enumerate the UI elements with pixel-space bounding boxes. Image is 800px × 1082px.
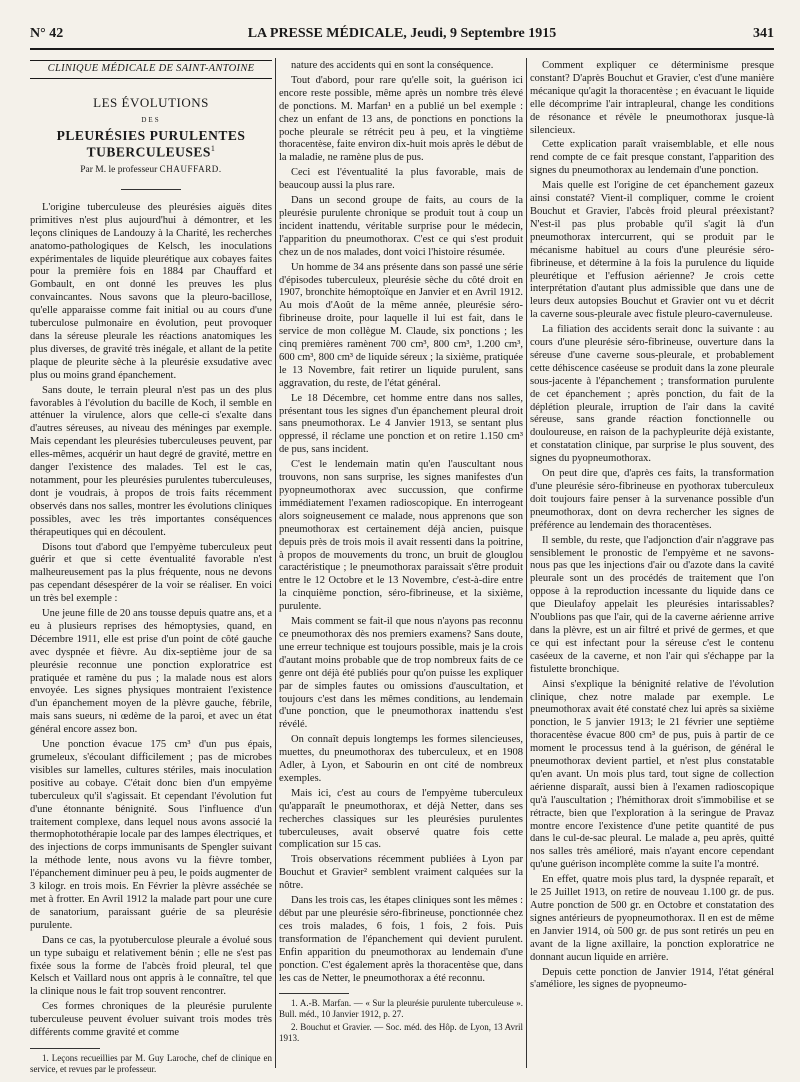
publication-title: LA PRESSE MÉDICALE, Jeudi, 9 Septembre 1915: [247, 26, 557, 41]
title-footnote-marker: 1: [210, 143, 216, 153]
paragraph: Une ponction évacue 175 cm³ d'un pus épais, grumeleux, s'écoulant difficilement ; pas de microbes visibles sur lamelles, cultures stériles, mais inoculation positive au cobaye. C'était donc bien d'un empyème tuberculeux qu'il s'agissait. Et cependant l'évolution fut d'une étonnante bénignité. Sous l'influence d'un traitement complexe, dans lequel nous avons associé la thermophotothérapie locale par des lampes électriques, et des injections de corps immunisants de Spengler suivant la méthode lente, nous avons vu la fièvre tomber, l'épanchement diminuer peu à peu, le poids augmenter de 3 kilogr. en trois mois. En Février la plèvre asséchée se met à frotter. En Avril 1912 la malade part pour une cure de sanatorium, paraissant guérie de sa pleurésie purulente.: [30, 739, 272, 931]
page-number: 341: [753, 26, 774, 41]
paragraph: Dans un second groupe de faits, au cours de la pleurésie purulente chronique se produit tout à coup un incident inattendu, véritable surprise pour le médecin, l'apparition du pneumothorax. C'est ce qui s'est produit chez un de nos malades, dont voici l'histoire résumée.: [279, 195, 523, 258]
paragraph: Ceci est l'éventualité la plus favorable, mais de beaucoup aussi la plus rare.: [279, 167, 523, 192]
footnote: 2. Bouchut et Gravier. — Soc. méd. des Hôp. de Lyon, 13 Avril 1913.: [279, 1022, 523, 1044]
paragraph: Dans ce cas, la pyotuberculose pleurale a évolué sous un type subaigu et relativement bénin ; elle ne s'est pas fixée sous la forme de l'abcès froid pleural, tel que Kelsch et Vaillard nous ont appris à le connaître, tel que la clinique nous le fait trop souvent rencontrer.: [30, 934, 272, 998]
article-title-main: [30, 127, 272, 160]
paragraph: On connaît depuis longtemps les formes silencieuses, muettes, du pneumothorax des tuberculeux, et en 1908 Adler, à Lyon, et Sabourin en ont cité de nombreux exemples.: [279, 734, 523, 784]
paragraph: C'est le lendemain matin qu'en l'auscultant nous trouvons, non sans surprise, les signes manifestes d'un pyopneumothorax avec succussion, que confirme immédiatement l'examen radioscopique. En interrogeant alors soigneusement ce malade, nous apprenons que son pneumothorax est certainement déjà ancien, puisque depuis près de trois mois il avait ressenti dans la poitrine, à propos de mouvements du tronc, un bruit de glouglou caractéristique ; le pneumothorax paraissait s'être produit entre le 12 Octobre et le 13 Novembre, c'est-à-dire entre la cinquième ponction, séro-fibrineuse, et la sixième, purulente.: [279, 459, 523, 613]
column-2: [279, 60, 523, 1046]
byline-prefix: Par M. le professeur: [80, 165, 158, 176]
footnote: 1. A.-B. Marfan. — « Sur la pleurésie purulente tuberculeuse ». Bull. méd., 10 Janvier 1912, p. 27.: [279, 998, 523, 1020]
column-divider: [526, 58, 527, 1068]
title-rule: [121, 189, 181, 190]
paragraph: Depuis cette ponction de Janvier 1914, l'état général s'améliore, les signes de pyopneumo-: [530, 966, 774, 991]
paragraph: La filiation des accidents serait donc la suivante : au cours d'une pleurésie séro-fibrineuse, ouverture dans la séreuse d'une caverne sous-pleurale, et probablement cette déhiscence caséeuse se produit dans la zone pleurale sous-jacente à l'épanchement ; transformation purulente de cet épanchement ; après ponction, du fait de la déplétion pleurale, irruption de l'air dans la cavité séreuse, sans grande réaction fonctionnelle ou douloureuse, en raison de la pachypleurite déjà existante, et constatation clinique, par surprise le plus souvent, des signes du pyopneumothorax.: [530, 324, 774, 465]
column-3: [530, 60, 774, 994]
paragraph: Cette explication paraît vraisemblable, et elle nous rend compte de ce fait presque constant, l'apparition des signes du pneumothorax au lendemain d'une ponction.: [530, 139, 774, 177]
paragraph: On peut dire que, d'après ces faits, la transformation d'une pleurésie séro-fibrineuse en pyothorax tuberculeux doit toujours faire penser à la survenance possible d'un pneumothorax, dont on devra rechercher les signes de préférence au lendemain des thoracentèses.: [530, 468, 774, 531]
paragraph: L'origine tuberculeuse des pleurésies aiguës dites primitives n'est plus aujourd'hui à démontrer, et les leçons cliniques de Landouzy à la Charité, les recherches anatomo-pathologiques de Kelsch, les inoculations expérimentales de liquide pleurétique aux cobayes faites pour la première fois en 1884 par Chauffard et Gombault, en ont donné les preuves les plus convaincantes. Nous savons que la pleuro-bacillose, qu'elle apparaisse comme fait initial ou au cours d'une tuberculose pulmonaire en évolution, peut provoquer dans la séreuse pleurale les réactions anatomiques les plus diverses, de gravité très inégale, et allant de la petite plaque de pleurite sèche à la pleurésie exsudative avec plus ou moins grand épanchement.: [30, 201, 272, 381]
paragraph: Tout d'abord, pour rare qu'elle soit, la guérison ici encore reste possible, même après un nombre très élevé de ponctions. M. Marfan¹ en a publié un bel exemple : chez un enfant de 13 ans, de ponctions en ponctions la poche pleurale se rétrécit peu à peu, et la vingtième thoracentèse, faite environ dix-huit mois après le début de la maladie, ne ramène plus de pus.: [279, 74, 523, 164]
article-title-des: DES: [141, 115, 161, 124]
paragraph: Ces formes chroniques de la pleurésie purulente tuberculeuse peuvent évoluer suivant trois modes très différents comme gravité et comme: [30, 1001, 272, 1039]
paragraph: Il semble, du reste, que l'adjonction d'air n'aggrave pas sensiblement le pronostic de l'empyème et ne savons-nous pas que les injections d'air ou d'azote dans la cavité pleurale sont un des procédés de traitement que l'on oppose à la reproduction incessante du liquide dans ce que Dieulafoy appelait les pleurésies intarissables? N'oublions pas que l'air, qui de la caverne aérienne arrive dans la plèvre, est un air filtré et privé de germes, et que ce qui est infectant pour la séreuse c'est le contenu caséeux de la caverne, et non l'air qui s'échappe par la fistulette bronchique.: [530, 534, 774, 675]
column-1: [30, 60, 272, 1077]
footnote-rule: [30, 1048, 100, 1049]
paragraph: Mais ici, c'est au cours de l'empyème tuberculeux qu'apparaît le pneumothorax, et déjà Netter, dans ses recherches classiques sur les pleurésies purulentes tuberculeuses, avait observé quatre fois cette complication sur 15 cas.: [279, 787, 523, 851]
section-rubric: CLINIQUE MÉDICALE DE SAINT-ANTOINE: [30, 60, 272, 79]
byline: [30, 163, 272, 177]
article-title-text: PLEURÉSIES PURULENTES TUBERCULEUSES: [56, 127, 246, 160]
paragraph: En effet, quatre mois plus tard, la dyspnée reparaît, et le 25 Juillet 1913, on retire de nouveau 1.100 gr. de pus. Autre ponction de 500 gr. en Octobre et constatation des signes antérieurs de pyopneumothorax. Il en est de même en Janvier 1914, où 500 gr. de pus sont retirés un peu en avant de la ligne axillaire, la ponction exploratrice ne donnant aucun liquide en arrière.: [530, 874, 774, 963]
paragraph: Dans les trois cas, les étapes cliniques sont les mêmes : début par une pleurésie séro-fibrineuse, ponctionnée chez ces trois malades, 6 fois, 1 fois, 2 fois. Puis transformation de l'épanchement qui devient purulent. Enfin apparition du pneumothorax au lendemain d'une ponction. C'est également après la thoracentèse que, dans les cas de Netter, le pneumothorax a été reconnu.: [279, 895, 523, 984]
column-1-body: [30, 202, 272, 1040]
paragraph: Disons tout d'abord que l'empyème tuberculeux peut guérir et que si cette éventualité favorable n'est malheureusement pas la plus fréquente, nous ne devons pas cependant désespérer de la voir se réaliser. En voici un très bel exemple :: [30, 541, 272, 605]
paragraph: Ainsi s'explique la bénignité relative de l'évolution clinique, chez notre malade par exemple. Le pneumothorax avait été constaté chez lui après sa sixième ponction, le 5 janvier 1913; le 21 février une septième thoracentèse évacue 800 cm³ de pus, puis à partir de ce moment le processus tend à la guérison, de général le pneumothorax devient partiel, et n'est plus constatable qu'en avant. Un mois plus tard, tout signe de collection aérienne disparaît, aussi bien à l'examen radioscopique qu'à l'auscultation ; l'hémithorax droit s'immobilise et se rétracte, bien que l'exploration à la seringue de Pravaz montre encore l'existence d'une petite quantité de pus dans le cul-de-sac pleural. Le malade a, peu après, quitté nos salles très amélioré, mais n'ayant encore cependant qu'une guérison incomplète comme la suite l'a montré.: [530, 678, 774, 871]
paragraph: nature des accidents qui en sont la conséquence.: [291, 60, 494, 71]
issue-number: N° 42: [30, 26, 64, 41]
footnote: 1. Leçons recueillies par M. Guy Laroche, chef de clinique en service, et revues par le professeur.: [30, 1052, 272, 1074]
column-2-body: [279, 60, 523, 985]
paragraph: Le 18 Décembre, cet homme entre dans nos salles, présentant tous les signes d'un épanchement pleural droit sans pneumothorax. Le 4 Janvier 1913, se sentant plus oppressé, il réclame une ponction et on retire 1.150 cm³ de pus, sans incident.: [279, 392, 523, 456]
footnote-rule: [279, 993, 349, 994]
paragraph: Sans doute, le terrain pleural n'est pas un des plus favorables à l'évolution du bacille de Koch, il semble en atténuer la virulence, alors que celle-ci s'exalte dans d'autres séreuses, au niveau des méninges par exemple. Mais cependant les pleurésies tuberculeuses peuvent, par elles-mêmes, acquérir un haut degré de gravité, mettre en danger l'existence des malades. Tel est le cas, notamment, pour les pleurésies purulentes tuberculeuses, dont je voudrais, à propos de trois faits récemment observés dans nos salles, montrer les évolutions cliniques possibles, avec les très importantes conséquences thérapeutiques qui en découlent.: [30, 384, 272, 538]
paragraph: Une jeune fille de 20 ans tousse depuis quatre ans, et a eu à plusieurs reprises des hémoptysies, quand, en Décembre 1911, elle est prise d'un point de côté gauche avec dyspnée et fièvre. Au dix-septième jour de sa pleurésie reconnue une ponction exploratrice est pratiquée et ramène du pus ; la malade nous est alors envoyée. Les signes physiques montraient l'existence d'un épanchement moyen de la plèvre gauche, fébrile, mais sans sueurs, ni œdème de la paroi, et avec un état général encore assez bon.: [30, 608, 272, 736]
paragraph: Un homme de 34 ans présente dans son passé une série d'épisodes tuberculeux, pleurésie sèche du côté droit en 1907, bronchite hémoptoïque en Janvier et en Avril 1912. Au mois d'Août de la même année, pleurésie séro-fibrineuse droite, pour laquelle il lui est fait, dans le service de mon collègue M. Claude, six ponctions ; les cinq premières ramènent 700 cm³, 800 cm³, 1.200 cm³, 600 cm³, 800 cm³ de liquide séreux ; la sixième, pratiquée le 13 Novembre, fait retirer un liquide purulent, sans aggravation, du reste, de l'état général.: [279, 261, 523, 389]
column-divider: [275, 58, 276, 1068]
paragraph: Trois observations récemment publiées à Lyon par Bouchut et Gravier² semblent vraiment calquées sur la nôtre.: [279, 854, 523, 892]
paragraph: Mais comment se fait-il que nous n'ayons pas reconnu ce pneumothorax dès nos premiers examens? Sans doute, une erreur technique est toujours possible, mais je la crois d'autant moins probable que de trop nombreux faits de ce genre ont déjà été publiés pour qu'on puisse les expliquer par de simples fautes ou omissions d'auscultation, et toujours c'est dans les mêmes conditions, au lendemain d'une ponction, que le pneumothorax inattendu s'est révélé.: [279, 616, 523, 731]
article-title-line1: LES ÉVOLUTIONS: [93, 94, 209, 110]
byline-author: CHAUFFARD.: [159, 164, 222, 175]
column-1-footnotes: [30, 1053, 272, 1075]
column-3-body: [530, 60, 774, 992]
paragraph: Comment expliquer ce déterminisme presque constant? D'après Bouchut et Gravier, c'est d'une manière mécanique qu'agit la thoracentèse ; en évacuant le liquide elle décomprime l'air intrapleural, change les conditions de résonance et révèle le pneumothorax jusque-là silencieux.: [530, 60, 774, 136]
page-header: [30, 26, 774, 50]
column-2-footnotes: [279, 998, 523, 1044]
paragraph: Mais quelle est l'origine de cet épanchement gazeux ainsi constaté? Vient-il compliquer, comme le croient Bouchut et Gravier, l'abcès froid pleural préexistant? N'est-il pas plus probable qu'il s'agit là d'un pneumothorax intercurrent, qui se produit par le mécanisme habituel au cours d'une pleurésie séro-fibrineuse, et détermine à la fois la purulence du liquide pleurétique et l'effusion aérienne? Je crois cette interprétation d'autant plus admissible que dans une de leurs deux autopsies Bouchut et Gravier ont vu et décrit la caverne sous-pleurale avec fistule pleuro-cavernuleuse.: [530, 180, 774, 321]
